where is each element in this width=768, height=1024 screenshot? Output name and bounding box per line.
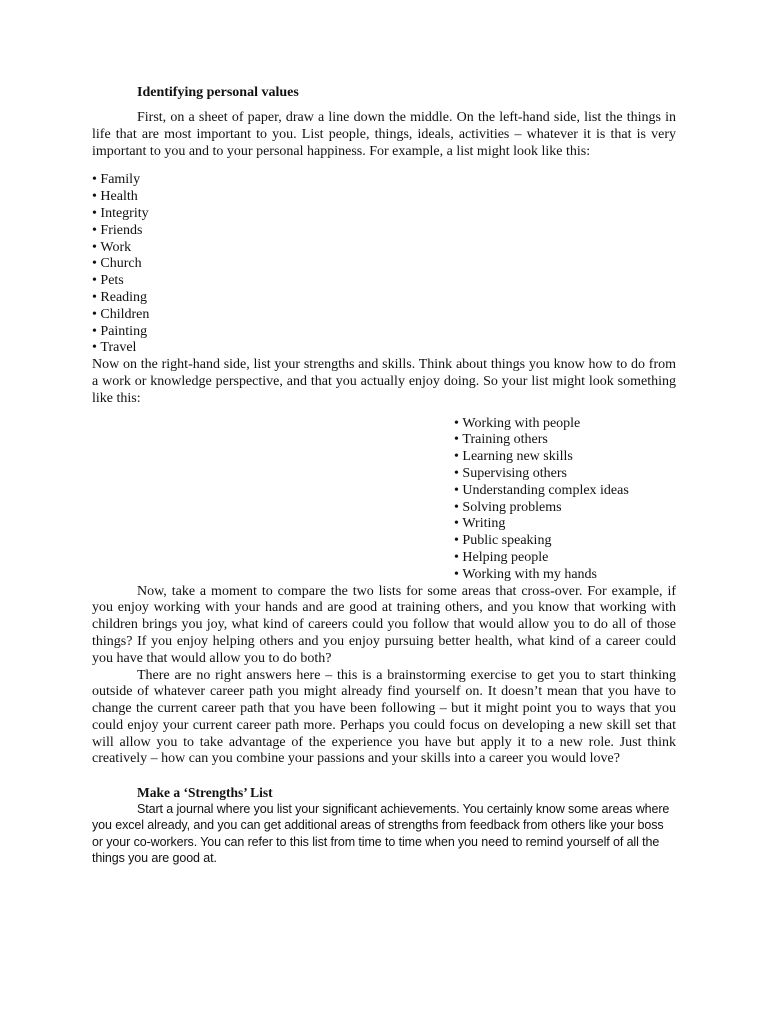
list-item: • Family — [92, 172, 676, 189]
list-item: • Work — [92, 240, 676, 257]
compare-paragraph: Now, take a moment to compare the two lists for some areas that cross-over. For example, if you enjoy working with your hands and are good at training others, and you know that working with children brings you joy, what kind of careers could you follow that would allow you to do all of those things? If you enjoy helping others and you enjoy pursuing better health, what kind of a career could you have that would allow you to do both? — [92, 583, 676, 666]
list-item: • Supervising others — [454, 466, 676, 483]
section-heading-strengths-list: Make a ‘Strengths’ List — [137, 785, 273, 801]
list-item: • Pets — [92, 273, 676, 290]
list-item: • Health — [92, 189, 676, 206]
list-item: • Church — [92, 256, 676, 273]
list-item: • Learning new skills — [454, 449, 676, 466]
list-item: • Painting — [92, 324, 676, 341]
list-item: • Understanding complex ideas — [454, 483, 676, 500]
list-item: • Training others — [454, 432, 676, 449]
values-list — [92, 172, 676, 357]
no-right-answers-paragraph: There are no right answers here – this is a brainstorming exercise to get you to start thinking outside of whatever career path you might already find yourself on. It doesn’t mean that you have to change the current career path that you have been following – but it might point you to ways that you could enjoy your current career path more. Perhaps you could focus on developing a new skill set that will allow you to take advantage of the experience you have but apply it to a new role. Just think creatively – how can you combine your passions and your skills into a career you would love? — [92, 667, 676, 767]
document-page — [92, 84, 676, 866]
list-item: • Helping people — [454, 550, 676, 567]
list-item: • Public speaking — [454, 533, 676, 550]
list-item: • Integrity — [92, 206, 676, 223]
list-item: • Reading — [92, 290, 676, 307]
intro-paragraph: First, on a sheet of paper, draw a line down the middle. On the left-hand side, list the things in life that are most important to you. List people, things, ideals, activities – whatever it is that is very important to you and to your personal happiness. For example, a list might look like this: — [92, 110, 676, 159]
strengths-body-paragraph: Start a journal where you list your significant achievements. You certainly know some areas where you excel already, and you can get additional areas of strengths from feedback from others like your boss or your co-workers. You can refer to this list from time to time when you need to remind yourself of all the things you are good at. — [92, 802, 670, 865]
list-item: • Solving problems — [454, 500, 676, 517]
list-item: • Working with my hands — [454, 567, 676, 584]
list-item: • Travel — [92, 340, 676, 357]
skills-list — [454, 416, 676, 584]
strengths-intro-paragraph: Now on the right-hand side, list your strengths and skills. Think about things you know how to do from a work or knowledge perspective, and that you actually enjoy doing. So your list might look something like this: — [92, 357, 676, 406]
list-item: • Writing — [454, 516, 676, 533]
list-item: • Children — [92, 307, 676, 324]
list-item: • Friends — [92, 223, 676, 240]
list-item: • Working with people — [454, 416, 676, 433]
section-heading-personal-values: Identifying personal values — [137, 85, 299, 100]
